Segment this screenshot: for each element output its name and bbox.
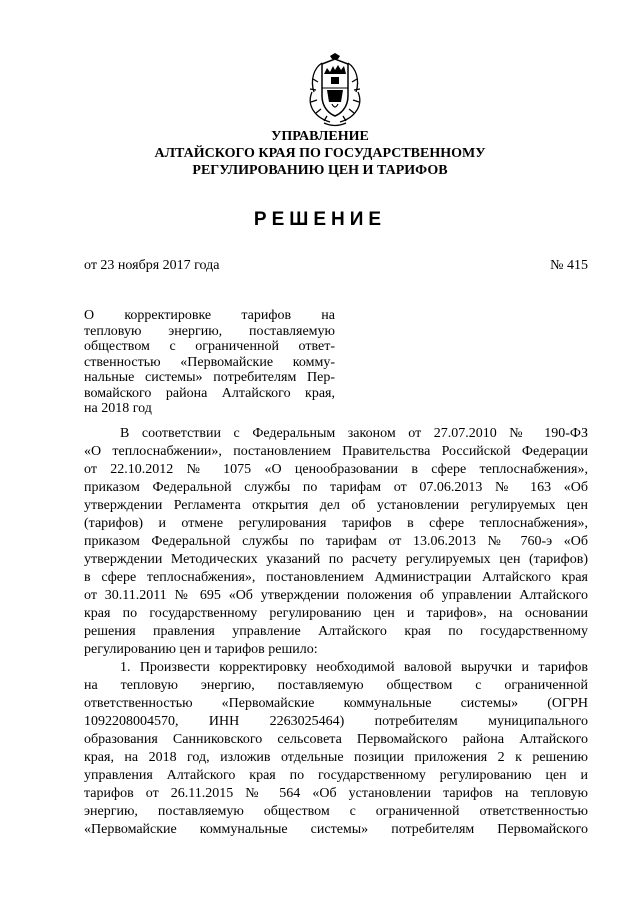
body-line: В соответствии с Федеральным законом от 27.07.2010 № 190-ФЗ xyxy=(120,426,588,441)
document-subject xyxy=(84,308,335,417)
agency-line: РЕГУЛИРОВАНИЮ ЦЕН И ТАРИФОВ xyxy=(192,163,448,178)
body-line: ответственностью «Первомайские коммунальные системы» (ОГРН xyxy=(84,696,588,711)
body-line: энергию, поставляемую обществом с ограниченной ответственностью xyxy=(84,804,588,819)
body-line: утверждении Методических указаний по расчету регулируемых цен (тарифов) xyxy=(84,552,588,567)
subject-line: обществом с ограниченной ответ- xyxy=(84,339,335,354)
body-line: 1. Произвести корректировку необходимой валовой выручки и тарифов xyxy=(120,660,588,675)
body-line: в сфере теплоснабжения», постановлением Администрации Алтайского края xyxy=(84,570,588,585)
agency-line: УПРАВЛЕНИЕ xyxy=(271,129,369,144)
body-line: управления Алтайского края по государственному регулированию цен и xyxy=(84,768,588,783)
body-line: решения правления управление Алтайского края по государственному xyxy=(84,624,588,639)
document-body xyxy=(84,425,588,839)
document-type-title: РЕШЕНИЕ xyxy=(253,209,387,230)
subject-line: нальные системы» потребителям Пер- xyxy=(84,370,335,385)
body-line: на тепловую энергию, поставляемую обществом с ограниченной xyxy=(84,678,588,693)
body-line: утверждении Регламента открытия дел об установлении регулируемых цен xyxy=(84,498,588,513)
body-line: приказом Федеральной службы по тарифам от 13.06.2013 № 760-э «Об xyxy=(84,534,588,549)
body-line: 1092208004570, ИНН 2263025464) потребителям муниципального xyxy=(84,714,588,729)
body-line: (тарифов) и отмене регулирования тарифов в сфере теплоснабжения», xyxy=(84,516,588,531)
body-line: «Первомайские коммунальные системы» потребителям Первомайского xyxy=(84,822,588,837)
body-line: приказом Федеральной службы по тарифам от 07.06.2013 № 163 «Об xyxy=(84,480,588,495)
subject-line: тепловую энергию, поставляемую xyxy=(84,323,335,339)
body-line: «О теплоснабжении», постановлением Правительства Российской Федерации xyxy=(84,444,588,459)
document-date: от 23 ноября 2017 года xyxy=(84,258,220,273)
subject-line: О корректировке тарифов на xyxy=(84,308,335,323)
subject-line: вомайского района Алтайского края, xyxy=(84,385,335,401)
body-line: от 22.10.2012 № 1075 «О ценообразовании в сфере теплоснабжения», xyxy=(84,462,588,477)
agency-line: АЛТАЙСКОГО КРАЯ ПО ГОСУДАРСТВЕННОМУ xyxy=(154,146,486,161)
body-line: тарифов от 26.11.2015 № 564 «Об установлении тарифов на тепловую xyxy=(84,786,588,801)
subject-line: ственностью «Первомайские комму- xyxy=(84,354,335,370)
body-line: края, на 2018 год, изложив отдельные позиции приложения 2 к решению xyxy=(84,750,588,765)
subject-line: на 2018 год xyxy=(84,401,152,416)
altai-coat-of-arms-emblem xyxy=(300,52,370,128)
body-line: от 30.11.2011 № 695 «Об утверждении положения об управлении Алтайского xyxy=(84,588,588,603)
agency-name xyxy=(100,128,540,179)
body-line: края по государственному регулированию цен и тарифов», на основании xyxy=(84,606,588,621)
document-number: № 415 xyxy=(550,258,588,273)
body-line: регулированию цен и тарифов решило: xyxy=(84,642,318,657)
body-line: образования Санниковского сельсовета Первомайского района Алтайского xyxy=(84,732,588,747)
